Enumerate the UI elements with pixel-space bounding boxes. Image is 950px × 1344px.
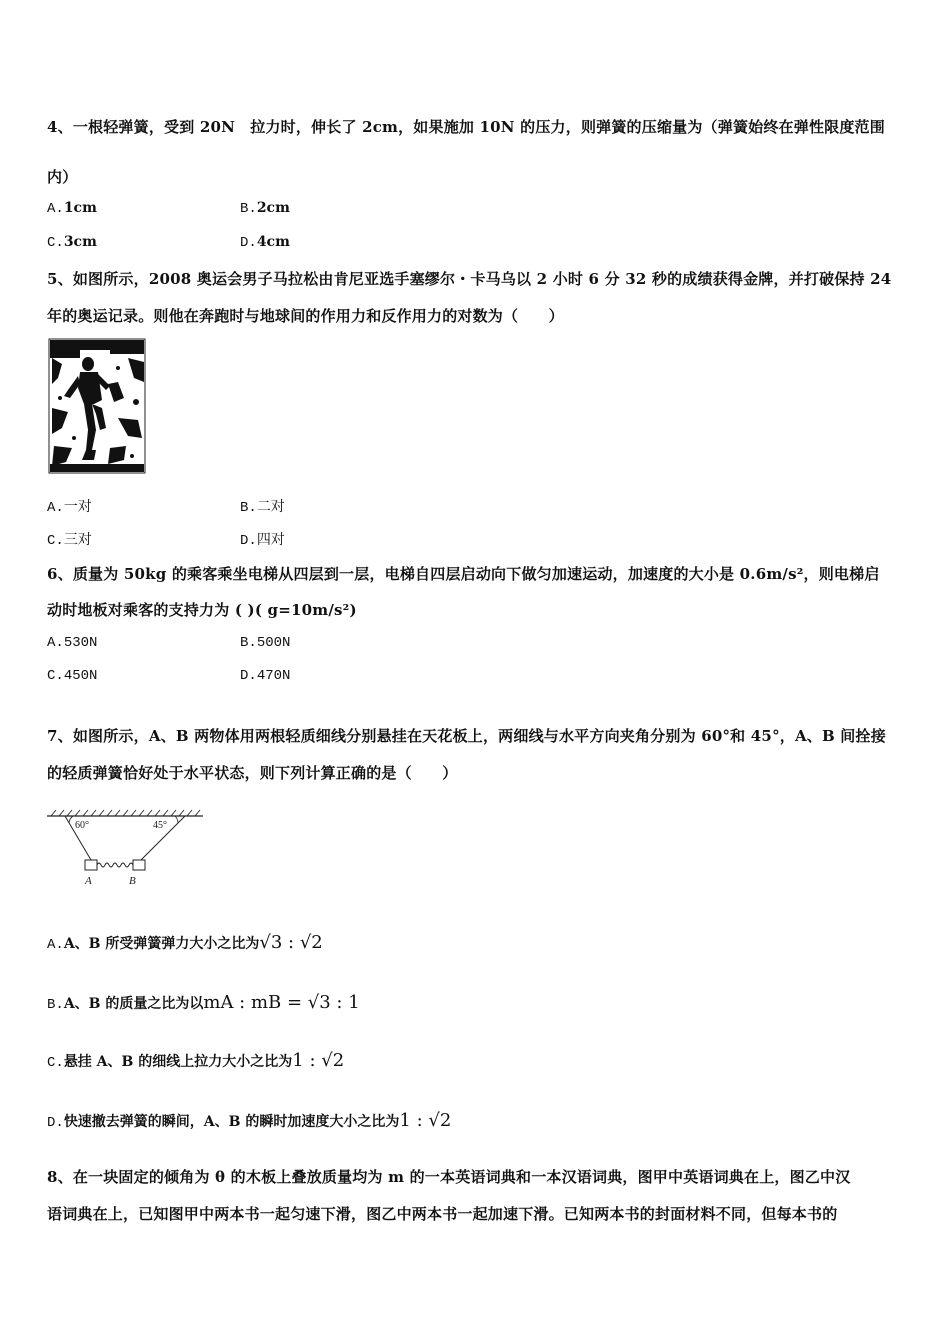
q7-option-b[interactable]: B.A、B 的质量之比为以mA : mB = √3 : 1 bbox=[47, 992, 360, 1013]
spring-suspension-diagram bbox=[45, 808, 205, 890]
q7-option-d[interactable]: D.快速撤去弹簧的瞬间，A、B 的瞬时加速度大小之比为1 : √2 bbox=[47, 1110, 452, 1131]
q6-option-c[interactable]: C.450N bbox=[47, 668, 98, 684]
q8-stem-line1: 8、在一块固定的倾角为 θ 的木板上叠放质量均为 m 的一本英语词典和一本汉语词典，图甲中英语词典在上，图乙中汉 bbox=[47, 1168, 851, 1186]
angle-45-label: 45° bbox=[153, 820, 167, 831]
q6-option-b[interactable]: B.500N bbox=[240, 635, 291, 651]
q6-option-d[interactable]: D.470N bbox=[240, 668, 291, 684]
q4-option-a[interactable]: A.1cm bbox=[47, 200, 97, 217]
q5-option-d[interactable]: D.四对 bbox=[240, 532, 285, 549]
q4-option-d[interactable]: D.4cm bbox=[240, 234, 290, 251]
q7-stem-line1: 7、如图所示，A、B 两物体用两根轻质细线分别悬挂在天花板上，两细线与水平方向夹角分别为 60°和 45°，A、B 间拴接 bbox=[47, 727, 886, 745]
q4-stem-line1: 4、一根轻弹簧，受到 20N 拉力时，伸长了 2cm，如果施加 10N 的压力，则弹簧的压缩量为（弹簧始终在弹性限度范围 bbox=[47, 118, 885, 136]
q5-option-b[interactable]: B.二对 bbox=[240, 499, 285, 516]
q4-option-c[interactable]: C.3cm bbox=[47, 234, 97, 251]
q7-option-c[interactable]: C.悬挂 A、B 的细线上拉力大小之比为1 : √2 bbox=[47, 1050, 345, 1071]
block-a-label: A bbox=[85, 875, 92, 887]
q7-stem-line2: 的轻质弹簧恰好处于水平状态，则下列计算正确的是（ ） bbox=[47, 764, 458, 782]
q8-stem-line2: 语词典在上，已知图甲中两本书一起匀速下滑，图乙中两本书一起加速下滑。已知两本书的封面材料不同，但每本书的 bbox=[47, 1205, 838, 1223]
q4-option-b[interactable]: B.2cm bbox=[240, 200, 290, 217]
angle-60-label: 60° bbox=[75, 820, 89, 831]
q5-stem-line2: 年的奥运记录。则他在奔跑时与地球间的作用力和反作用力的对数为（ ） bbox=[47, 307, 564, 325]
q5-stem-line1: 5、如图所示，2008 奥运会男子马拉松由肯尼亚选手塞缪尔・卡马乌以 2 小时 6 分 32 秒的成绩获得金牌，并打破保持 24 bbox=[47, 270, 892, 288]
q6-option-a[interactable]: A.530N bbox=[47, 635, 98, 651]
block-b-label: B bbox=[129, 875, 136, 887]
marathon-runner-photo bbox=[48, 338, 146, 474]
q4-stem-line2: 内） bbox=[47, 168, 78, 186]
q6-stem-line1: 6、质量为 50kg 的乘客乘坐电梯从四层到一层，电梯自四层启动向下做匀加速运动，加速度的大小是 0.6m/s²，则电梯启 bbox=[47, 565, 880, 583]
q5-option-c[interactable]: C.三对 bbox=[47, 532, 92, 549]
q6-stem-line2: 动时地板对乘客的支持力为 ( )( g=10m/s²) bbox=[47, 601, 357, 619]
q7-option-a[interactable]: A.A、B 所受弹簧弹力大小之比为√3 : √2 bbox=[47, 932, 323, 953]
q5-option-a[interactable]: A.一对 bbox=[47, 499, 92, 516]
